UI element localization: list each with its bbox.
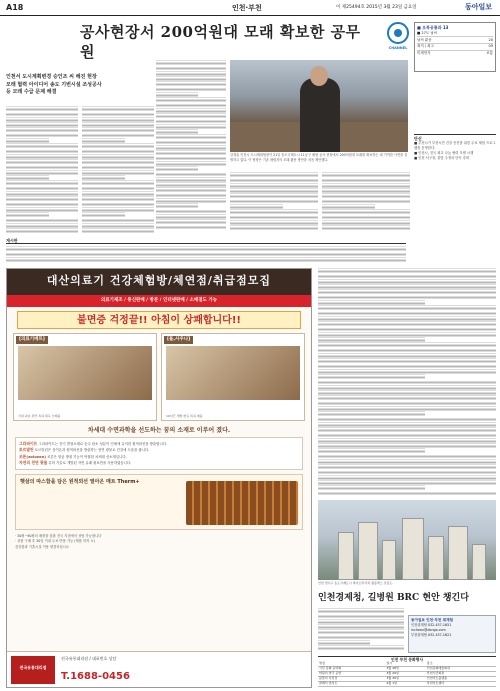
contact-title: 동아일보 인천·부천 취재팀: [411, 618, 454, 622]
brief-value: 보통: [486, 51, 493, 56]
table-cell: 부천아트센터: [426, 681, 496, 686]
article-photo: [230, 60, 408, 152]
article-column-7: [318, 608, 404, 654]
table-cell: 인천문화예술회관: [426, 667, 496, 672]
text-line: [318, 490, 496, 495]
building: [402, 518, 424, 580]
text-line: [6, 228, 78, 233]
building: [358, 522, 378, 580]
table-cell: 일시: [385, 662, 425, 666]
ad-subtitle: 의료기제조 / 통신판매 / 방문 / 인터넷판매 / 소매점도 가능: [7, 295, 311, 307]
events-table-grid: [318, 662, 496, 686]
text-line: [82, 228, 154, 233]
newspaper-brand[interactable]: 동아일보: [464, 3, 492, 11]
ad-footer: [7, 651, 311, 687]
material-name: 자연의 천연 광물: [19, 459, 48, 465]
notice-board-text: [6, 246, 406, 266]
sidebar-item[interactable]: ■ 인천 서구청, 불법 주정차 단속 강화: [414, 156, 470, 161]
sidebar-item[interactable]: ■ 인천시, 전국 최초 나눔 협력 모델 시행: [414, 151, 474, 156]
ad-box-caption: 국내 최초 관련 특허 획득 신제품: [18, 413, 61, 418]
table-cell: 명칭: [318, 662, 385, 666]
ad-feature: · 30평~90평의 매장을 갖춘 전국 지점에서 상담 가능합니다: [15, 534, 102, 539]
ad-material-list: [15, 437, 303, 470]
text-line: [156, 224, 226, 229]
building-rendering: [318, 500, 496, 580]
advertisement[interactable]: [6, 268, 312, 688]
material-name: 그라파이트: [19, 441, 38, 447]
sauna-image: [166, 346, 300, 400]
contact-email[interactable]: incheon@donga.com: [411, 627, 446, 632]
brief-subtitle: ■ 27도 날씨: [417, 31, 438, 36]
brief-key: 최저 / 최고: [417, 44, 434, 49]
ad-product-showcase: [15, 474, 303, 530]
text-line: [230, 225, 318, 230]
channel-label: CHANNEL: [388, 46, 408, 50]
article-column-1: [6, 106, 78, 234]
ad-feature: · 상품 구매 후 30일 이내 무료 반품 가능 (제품 하자 시): [15, 539, 95, 544]
material-desc: 조론은 항균 방취 기능이 탁월한 차세대 신소재입니다.: [47, 454, 127, 459]
events-table: [318, 656, 496, 689]
heating-mat-image: [186, 481, 298, 525]
sidebar-item[interactable]: ■ 부천시가 부천시민 건강 증진을 위한 무료 체험 프로그램을 운영한다.: [414, 141, 496, 151]
main-headline: 공사현장서 200억원대 모래 확보한 공무원: [80, 23, 361, 62]
ad-box-title: [의료기매트]: [16, 336, 48, 344]
table-cell: 3월 30일: [385, 676, 425, 681]
brief-key: 날씨 맑음: [417, 37, 432, 42]
ad-features: [15, 534, 303, 550]
article-column-5: [322, 172, 410, 234]
secondary-headline: 인천경제청, 길병원 BRC 현안 챙긴다: [318, 593, 469, 603]
ad-title: 대산의료기 건강체험방/체연점/취급점모집: [7, 269, 311, 295]
brief-key: 미세먼지: [417, 51, 431, 56]
brief-row: [417, 36, 493, 43]
ad-midline: 차세대 수면과학을 선도하는 꿈의 소재로 이루어 졌다.: [87, 427, 231, 434]
ad-product-text: 햇살의 따스함을 담은 원적외선 열아온 매트 Therm+: [20, 479, 140, 486]
contact-box: [408, 615, 496, 653]
weather-brief: [414, 22, 496, 72]
ad-product-box: [161, 333, 305, 421]
brief-row: [417, 50, 493, 57]
table-cell: 부천시민회관: [426, 671, 496, 676]
ad-product-boxes: [7, 329, 311, 425]
news-brief-sidebar: [414, 134, 496, 264]
brief-row: [417, 43, 493, 50]
table-cell: 인천아트플랫폼: [426, 676, 496, 681]
ad-phone-number[interactable]: T.1688-0456: [61, 671, 130, 682]
person-head: [310, 66, 328, 86]
table-row: [318, 681, 496, 686]
ad-company-logo: 전국유통대리점: [11, 656, 55, 684]
article-column-3: [156, 60, 226, 234]
page-header: [0, 0, 500, 16]
material-name: 토르말린: [19, 447, 34, 453]
channel-logo: [386, 22, 410, 62]
article-column-2: [82, 106, 154, 234]
brief-value: 20: [488, 37, 493, 42]
table-cell: 시민 문화 음악회: [318, 667, 385, 672]
ad-slogan: 불면증 걱정끝!! 아침이 상쾌합니다!!: [17, 311, 301, 329]
text-line: [318, 645, 404, 650]
table-title: 인천 부천 문화행사: [391, 657, 423, 662]
material-desc: 특허 기술로 개발된 자연 유래 원료만을 사용하였습니다.: [48, 460, 132, 465]
person-figure: [300, 78, 340, 152]
ad-product-box: [13, 333, 157, 421]
table-cell: 장소: [426, 662, 496, 666]
building: [472, 544, 486, 580]
building: [448, 526, 468, 580]
brief-title: ■ 오목공룡과 13: [417, 25, 449, 30]
table-cell: 어린이 연극 공연: [318, 671, 385, 676]
lead-subheadline: 인천서 도시계획변경 승인조 씨 해진 현장 모래 협력 아이디어 송도 기번시설 조성공사 등 모래 수급 문제 해결: [6, 74, 102, 95]
notice-board-label: 게시판: [6, 238, 406, 244]
channel-circle-icon: [387, 22, 409, 44]
ad-box-caption: 10년간 개발 완료 특허 제품: [166, 413, 203, 418]
building: [382, 540, 396, 580]
brief-value: 09: [488, 44, 493, 49]
section-name: 인천·부천: [232, 4, 262, 12]
building: [338, 532, 354, 580]
table-cell: 3월 29일: [385, 671, 425, 676]
table-cell: 클래식 콘서트: [318, 681, 385, 686]
ad-feature: 건강함과 기혼시설 이용 변경하십시오: [15, 544, 70, 549]
page-number: A18: [6, 3, 24, 12]
mat-image: [18, 346, 152, 400]
sidebar-label: 단신: [414, 136, 422, 141]
article-column-4: [230, 172, 318, 234]
material-desc: 그라파이트는 전기 발열소재로 순수 탄소 성분이 인체에 유익한 원적외선을 방출합니다.: [38, 442, 168, 447]
contact-line: 부천취재팀 032-437-1621: [411, 632, 452, 637]
material-name: 조론(zolozan): [19, 453, 47, 459]
table-cell: 봄맞이 사진전: [318, 676, 385, 681]
ad-box-title: [돌,사우나]: [164, 336, 193, 344]
issue-date: 이 제25494호 2015년 3월 23일 금요일: [336, 5, 417, 10]
table-cell: 4월 1일: [385, 681, 425, 686]
building: [428, 536, 444, 580]
photo-caption: 강경훈 인천시 도시계획팀장이 21일 송도국제도시 11공구 매립 공사 현장에서 200억원대 모래를 확보하는 데 기여한 사연을 설명하고 있다. 이 팀장은 기존 매립지의 모래 활용 방안을 처음 제안했다.: [230, 153, 408, 162]
rendering-caption: 인천 연수구 송도국제도시 바이오리서치 콤플렉스 조감도.: [318, 581, 394, 585]
text-line: [6, 257, 406, 262]
text-line: [322, 225, 410, 230]
ad-material-item: [19, 460, 299, 466]
article-column-6: [318, 268, 496, 496]
contact-line: 인천취재팀 032-437-1651: [411, 622, 452, 627]
material-desc: 토르말린은 음이온과 원적외선을 방출하는 천연 광물로 건강에 도움을 줍니다.: [34, 448, 150, 453]
ad-footer-line: 전국유통대리점 / 대표번호 상담: [61, 656, 117, 661]
table-cell: 3월 28일: [385, 667, 425, 672]
